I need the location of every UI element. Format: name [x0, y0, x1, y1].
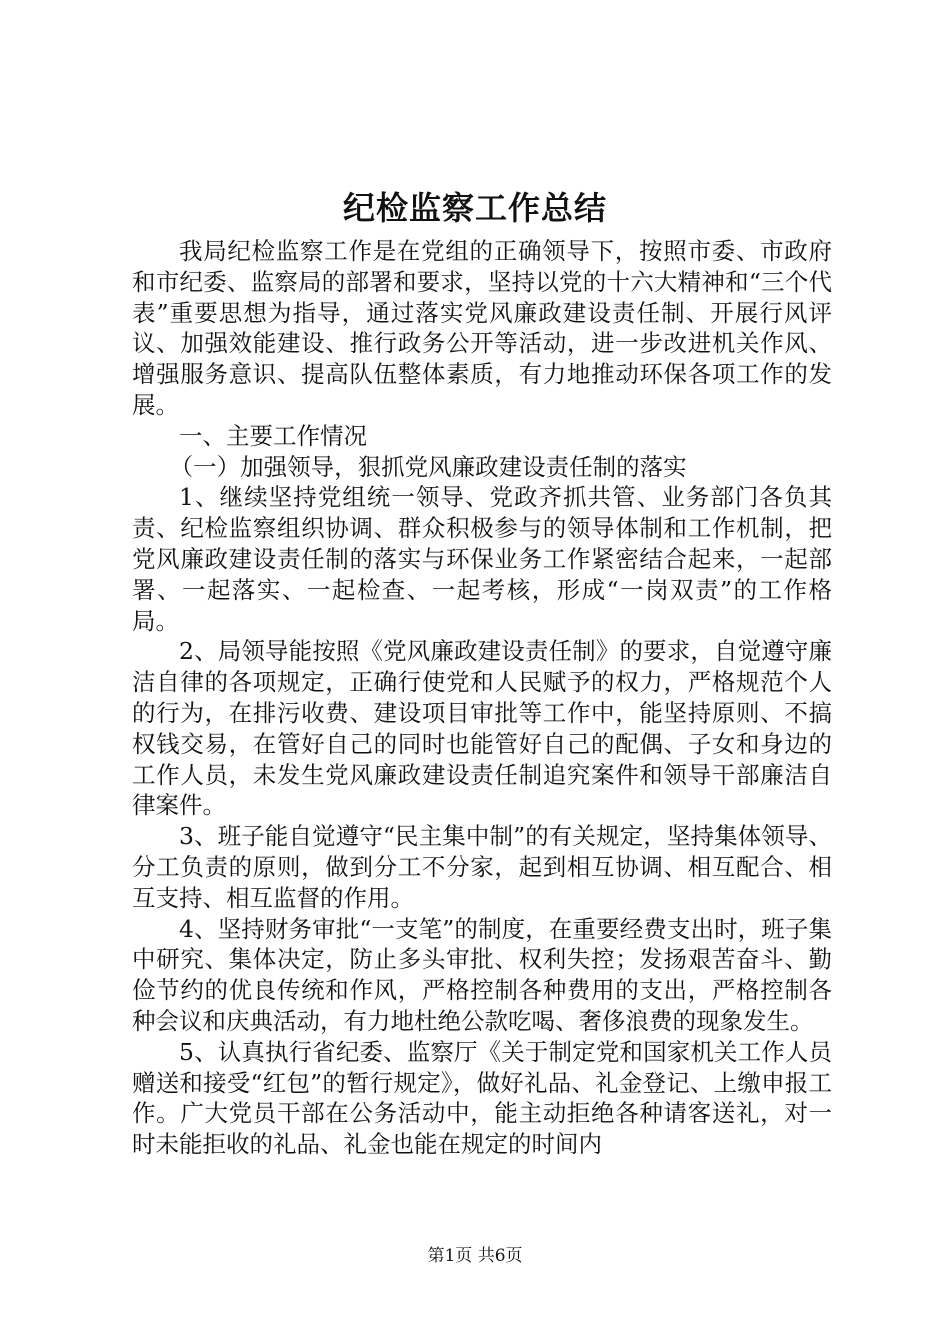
page-number-footer: 第1页 共6页 — [427, 1246, 523, 1266]
document-body — [132, 236, 832, 1160]
section-heading: 一、主要工作情况 — [179, 421, 367, 450]
paragraph-intro: 我局纪检监察工作是在党组的正确领导下，按照市委、市政府和市纪委、监察局的部署和要求，坚持以党的十六大精神和“三个代表”重要思想为指导，通过落实党风廉政建设责任制、开展行风评议、加强效能建设、推行政务公开等活动，进一步改进机关作风、增强服务意识、提高队伍整体素质，有力地推动环保各项工作的发展。 — [132, 237, 832, 419]
subsection-heading: （一）加强领导，狠抓党风廉政建设责任制的落实 — [169, 452, 687, 481]
paragraph-item-4: 4、坚持财务审批“一支笔”的制度，在重要经费支出时，班子集中研究、集体决定，防止多头审批、权利失控；发扬艰苦奋斗、勤俭节约的优良传统和作风，严格控制各种费用的支出，严格控制各种会议和庆典活动，有力地杜绝公款吃喝、奢侈浪费的现象发生。 — [132, 914, 832, 1035]
paragraph-item-3: 3、班子能自觉遵守“民主集中制”的有关规定，坚持集体领导、分工负责的原则，做到分工不分家，起到相互协调、相互配合、相互支持、相互监督的作用。 — [132, 822, 832, 912]
paragraph-item-5: 5、认真执行省纪委、监察厅《关于制定党和国家机关工作人员赠送和接受“红包”的暂行规定》，做好礼品、礼金登记、上缴申报工作。广大党员干部在公务活动中，能主动拒绝各种请客送礼，对一时未能拒收的礼品、礼金也能在规定的时间内 — [132, 1037, 832, 1159]
paragraph-item-1: 1、继续坚持党组统一领导、党政齐抓共管、业务部门各负其责、纪检监察组织协调、群众积极参与的领导体制和工作机制，把党风廉政建设责任制的落实与环保业务工作紧密结合起来，一起部署、一起落实、一起检查、一起考核，形成“一岗双责”的工作格局。 — [132, 483, 832, 635]
paragraph-item-2: 2、局领导能按照《党风廉政建设责任制》的要求，自觉遵守廉洁自律的各项规定，正确行使党和人民赋予的权力，严格规范个人的行为，在排污收费、建设项目审批等工作中，能坚持原则、不搞权钱交易，在管好自己的同时也能管好自己的配偶、子女和身边的工作人员，未发生党风廉政建设责任制追究案件和领导干部廉洁自律案件。 — [132, 637, 832, 820]
document-title: 纪检监察工作总结 — [342, 189, 607, 227]
